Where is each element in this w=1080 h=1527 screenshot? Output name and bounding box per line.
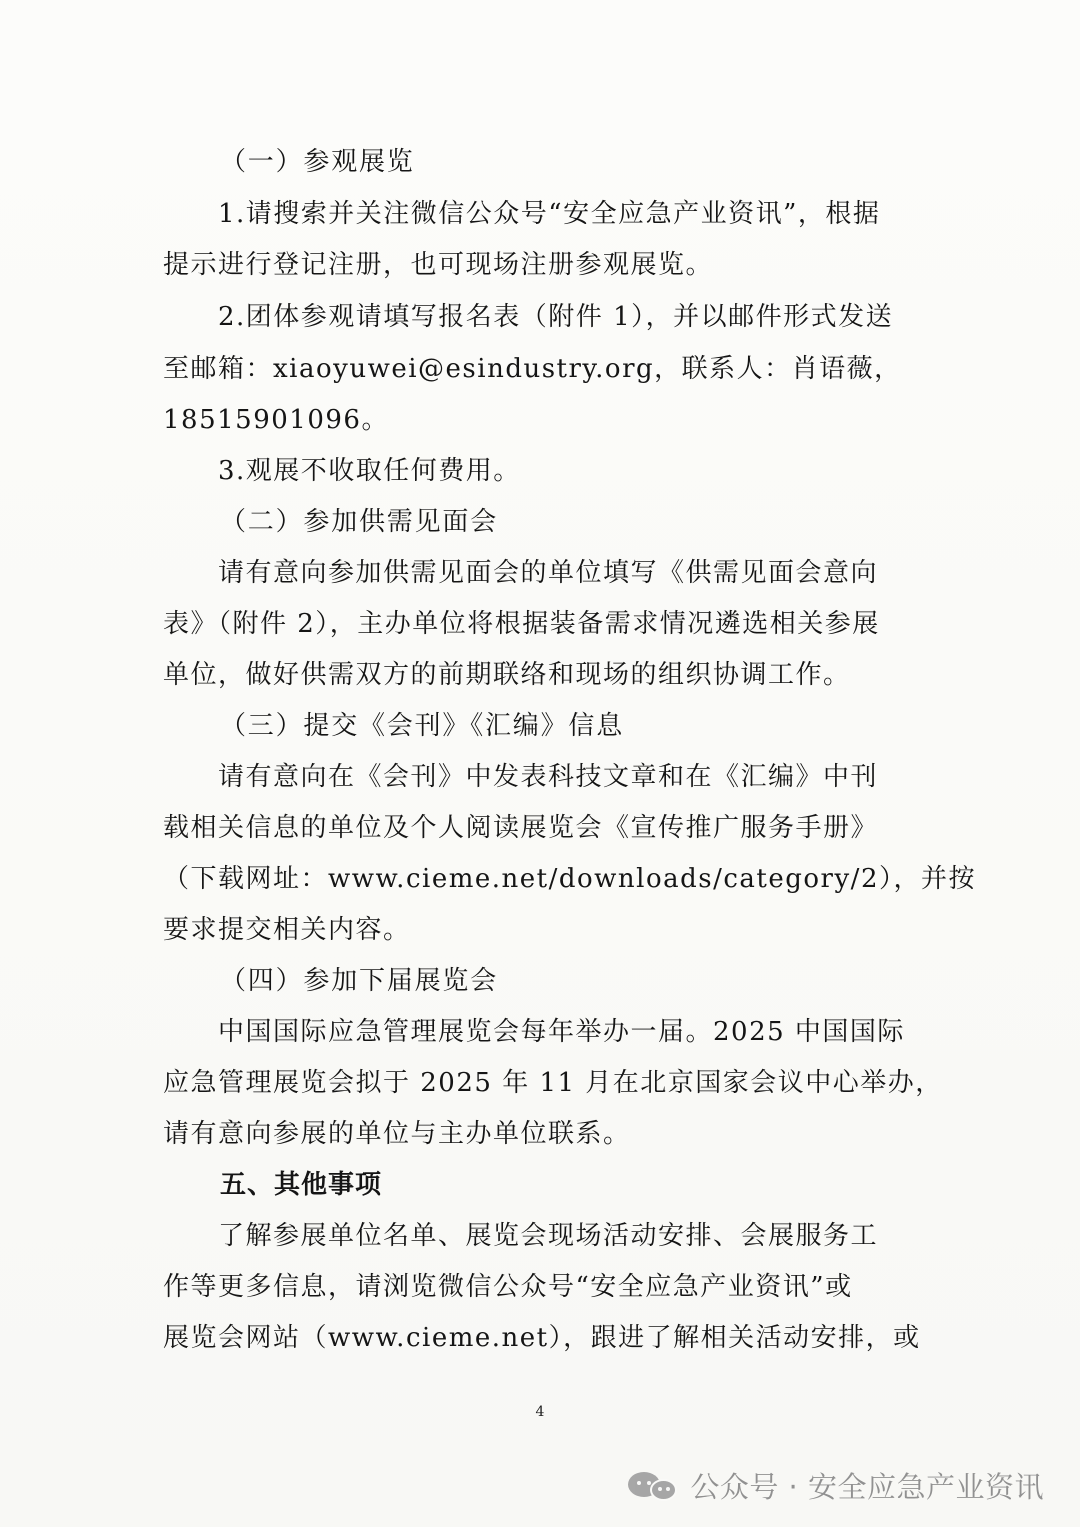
watermark-text: 公众号 · 安全应急产业资讯 bbox=[690, 1469, 1044, 1504]
paragraph-line: 中国国际应急管理展览会每年举办一届。2025 中国国际 bbox=[218, 1017, 905, 1047]
subheading-submit-information: （三）提交《会刊》《汇编》信息 bbox=[220, 711, 625, 741]
paragraph-line: 2.团体参观请填写报名表（附件 1），并以邮件形式发送 bbox=[218, 302, 894, 332]
phone-number: 18515901096。 bbox=[163, 405, 389, 435]
paragraph-line: 展览会网站（www.cieme.net），跟进了解相关活动安排，或 bbox=[163, 1323, 921, 1353]
paragraph-line: 提示进行登记注册，也可现场注册参观展览。 bbox=[163, 250, 714, 280]
paragraph-line: 载相关信息的单位及个人阅读展览会《宣传推广服务手册》 bbox=[163, 813, 879, 843]
paragraph-line: 请有意向参加供需见面会的单位填写《供需见面会意向 bbox=[218, 558, 879, 588]
paragraph-line: 要求提交相关内容。 bbox=[163, 915, 411, 945]
paragraph-line: 表》（附件 2），主办单位将根据装备需求情况遴选相关参展 bbox=[163, 609, 880, 639]
paragraph-line: 1.请搜索并关注微信公众号“安全应急产业资讯”，根据 bbox=[218, 199, 881, 229]
paragraph-line: 作等更多信息，请浏览微信公众号“安全应急产业资讯”或 bbox=[163, 1272, 853, 1302]
page-number: 4 bbox=[535, 1404, 545, 1420]
paragraph-line: 至邮箱：xiaoyuwei@esindustry.org，联系人：肖语薇， bbox=[163, 354, 902, 384]
paragraph-line: 3.观展不收取任何费用。 bbox=[218, 456, 521, 486]
paragraph-line: 请有意向在《会刊》中发表科技文章和在《汇编》中刊 bbox=[218, 762, 879, 792]
paragraph-line: 应急管理展览会拟于 2025 年 11 月在北京国家会议中心举办， bbox=[163, 1068, 943, 1098]
subheading-next-exhibition: （四）参加下届展览会 bbox=[220, 966, 499, 996]
wechat-watermark bbox=[628, 1463, 1044, 1507]
subheading-visit-exhibition: （一）参观展览 bbox=[220, 147, 415, 177]
download-address-line: （下载网址：www.cieme.net/downloads/category/2），并按 bbox=[163, 864, 976, 894]
paragraph-line: 单位，做好供需双方的前期联络和现场的组织协调工作。 bbox=[163, 660, 851, 690]
paragraph-line: 请有意向参展的单位与主办单位联系。 bbox=[163, 1119, 631, 1149]
paragraph-line: 了解参展单位名单、展览会现场活动安排、会展服务工 bbox=[218, 1221, 879, 1251]
section-heading-other-matters: 五、其他事项 bbox=[220, 1170, 383, 1200]
subheading-supply-demand-meeting: （二）参加供需见面会 bbox=[220, 507, 499, 537]
wechat-icon bbox=[628, 1466, 680, 1504]
